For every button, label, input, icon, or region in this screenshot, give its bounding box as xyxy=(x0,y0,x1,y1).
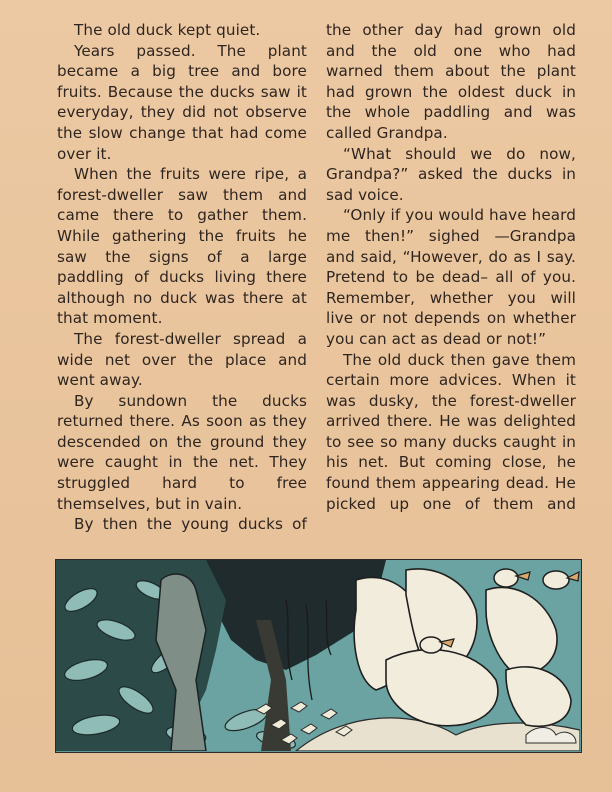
paragraph: The old duck kept quiet. xyxy=(74,21,261,39)
paragraph: “What should we do now, Grandpa?” asked the ducks in sad voice. xyxy=(326,144,576,204)
paragraph: Years passed. The plant became a big tree and bore fruits. Because the ducks saw it everyday, they did not observe the slow change that had come over it. xyxy=(57,41,307,163)
paragraph: The old duck then gave them certain more advices. When it was dusky, the forest-dweller arrived there. He was delighted to see so many ducks caught in his net. But coming close, he found them appearing dead. He picked up one of them and xyxy=(326,350,576,513)
right-text-column xyxy=(326,20,576,514)
paragraph: “Only if you would have heard me then!” sighed —Grandpa and said, “However, do as I say. Pretend to be dead– all of you. Remember, whether you will live or not depends on whether you can act as dead or not!” xyxy=(326,206,576,348)
paragraph: When the fruits were ripe, a forest-dweller saw them and came there to gather them. While gathering the fruits he saw the signs of a large paddling of ducks living there although no duck was there at that moment. xyxy=(57,165,307,328)
paragraph: The forest-dweller spread a wide net over the place and went away. xyxy=(57,329,307,390)
story-illustration xyxy=(55,559,582,753)
paragraph: By sundown the ducks returned there. As soon as they descended on the ground they were caught in the net. They struggled hard to free themselves, but in vain. xyxy=(57,391,307,513)
paragraph: By then the young ducks of xyxy=(74,515,307,534)
left-text-column xyxy=(57,20,307,535)
paragraph: the other day had grown old and the old one who had warned them about the plant had grown the oldest duck in the whole paddling and was called Grandpa. xyxy=(326,21,576,142)
forest-ducks-illustration xyxy=(56,560,580,751)
